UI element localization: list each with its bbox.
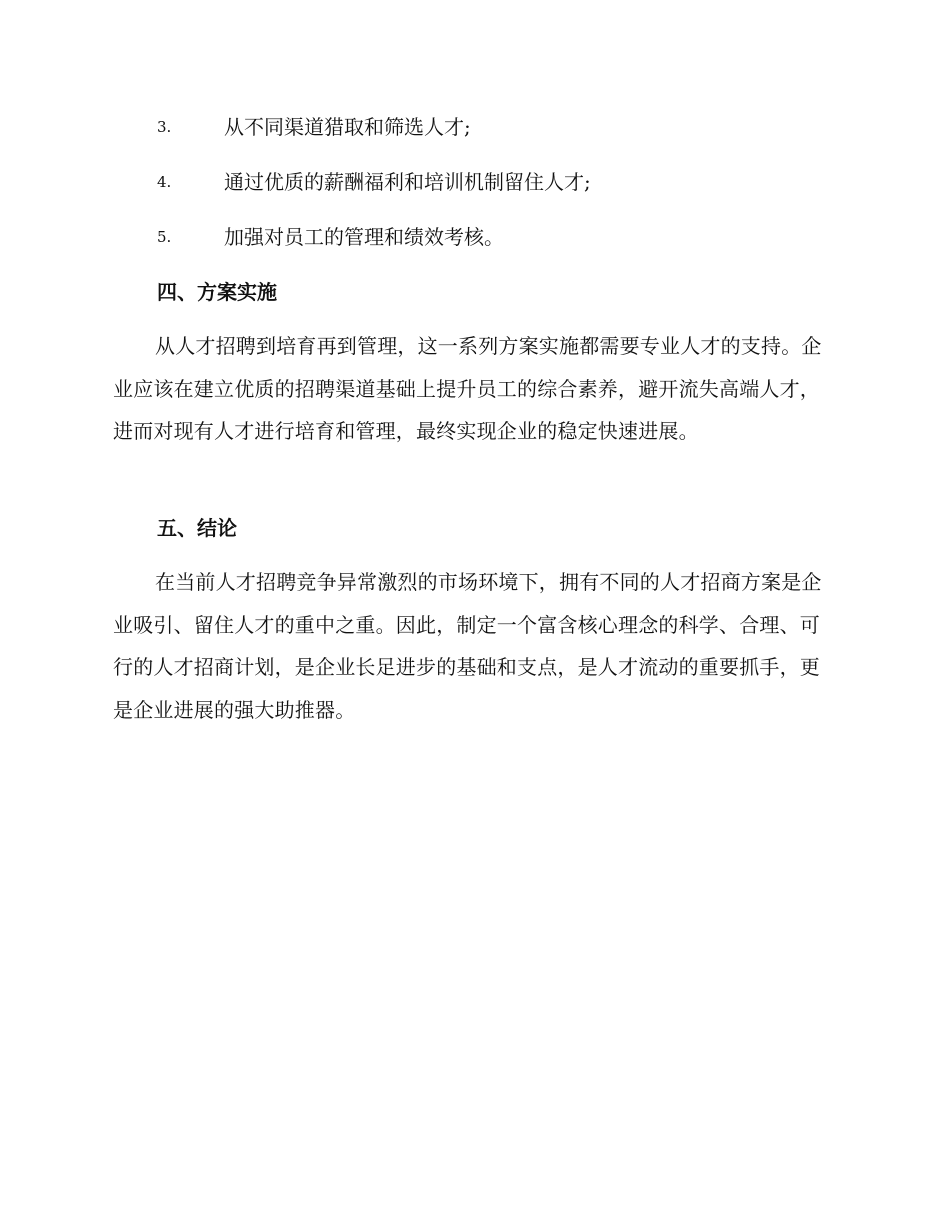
list-number: 3. — [157, 118, 172, 136]
list-number: 4. — [157, 173, 172, 191]
section-heading: 四、方案实施 — [157, 280, 277, 304]
list-text: 从不同渠道猎取和筛选人才; — [224, 115, 471, 139]
section-heading: 五、结论 — [157, 516, 237, 540]
list-number: 5. — [157, 228, 172, 246]
section-paragraph: 从人才招聘到培育再到管理，这一系列方案实施都需要专业人才的支持。企业应该在建立优质的招聘渠道基础上提升员工的综合素养，避开流失高端人才，进而对现有人才进行培育和管理，最终实现企业的稳定快速进展。 — [113, 334, 822, 443]
list-item — [157, 167, 837, 197]
section-paragraph: 在当前人才招聘竞争异常激烈的市场环境下，拥有不同的人才招商方案是企业吸引、留住人才的重中之重。因此，制定一个富含核心理念的科学、合理、可行的人才招商计划，是企业长足进步的基础和支点，是人才流动的重要抓手，更是企业进展的强大助推器。 — [113, 570, 822, 722]
list-item — [157, 222, 837, 252]
list-text: 通过优质的薪酬福利和培训机制留住人才; — [224, 170, 591, 194]
list-item — [157, 112, 837, 142]
list-text: 加强对员工的管理和绩效考核。 — [224, 225, 504, 249]
